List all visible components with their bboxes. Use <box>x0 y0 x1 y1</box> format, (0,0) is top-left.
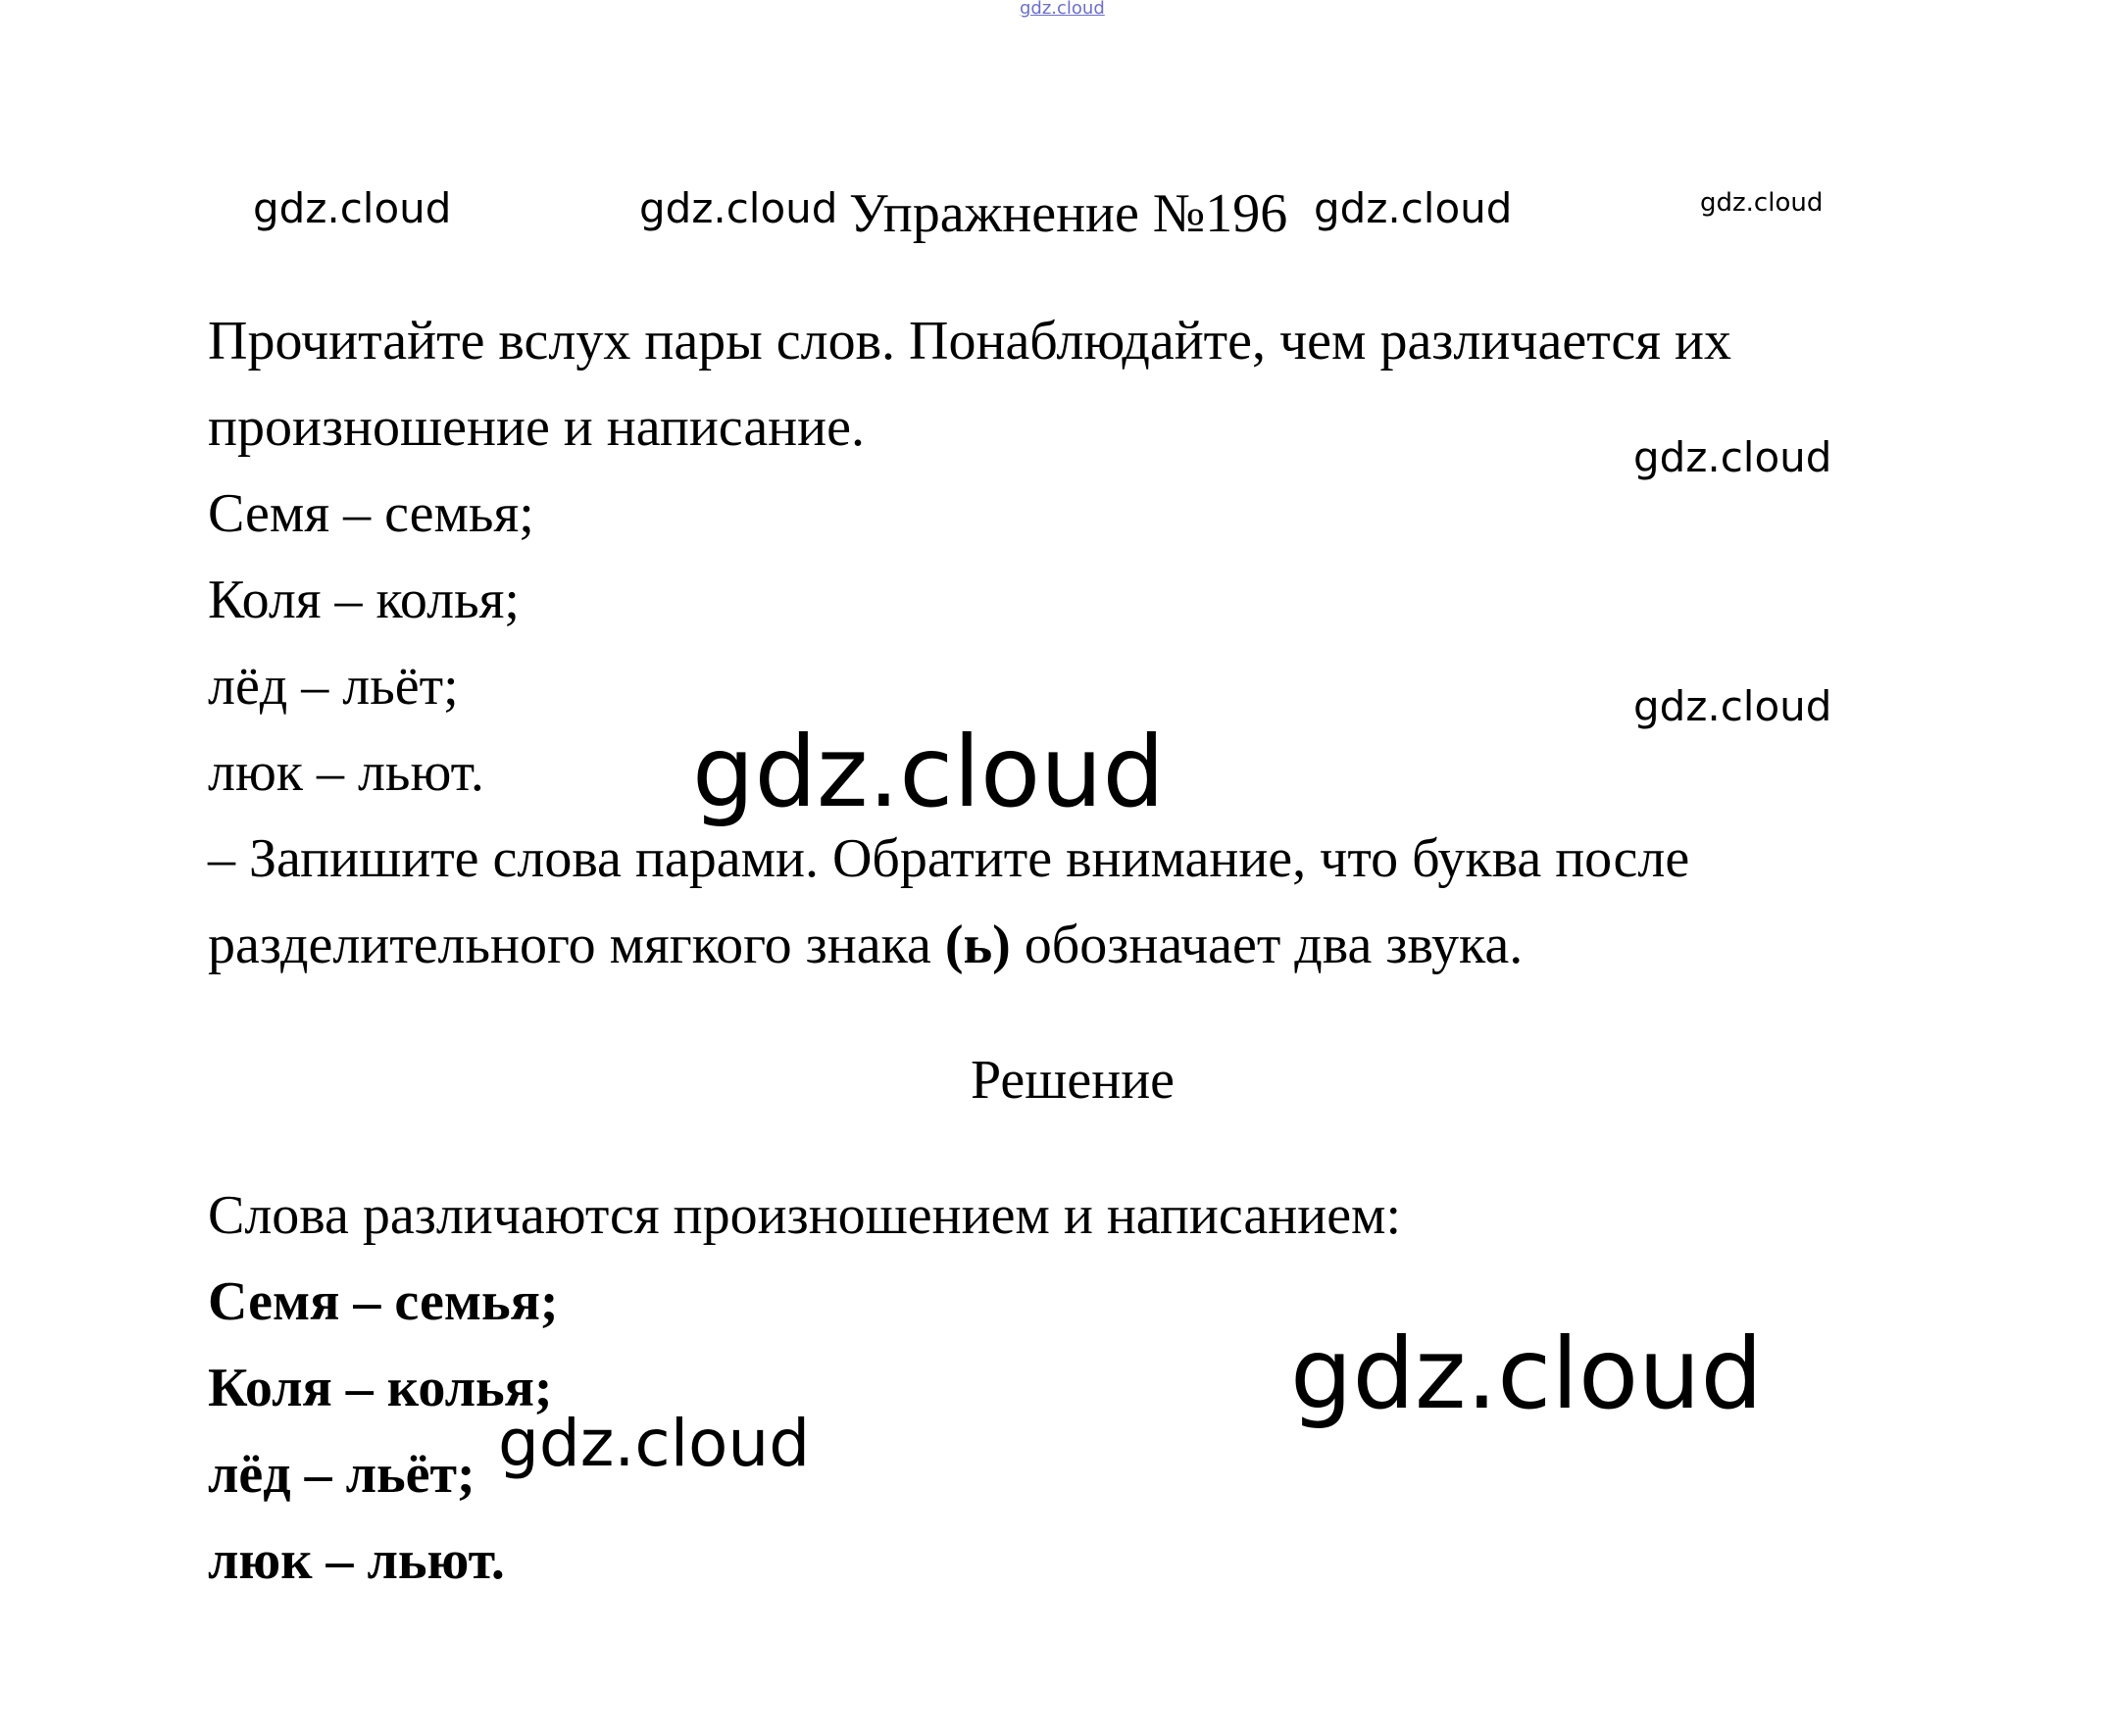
task-text-line-2: произношение и написание. <box>208 397 865 458</box>
watermark: gdz.cloud <box>498 1406 811 1481</box>
solution-pair: Коля – колья; <box>208 1358 553 1418</box>
watermark: gdz.cloud <box>1700 188 1824 218</box>
instruction-line-2 <box>208 915 1524 975</box>
instruction-text: разделительного мягкого знака <box>208 915 945 975</box>
solution-pair: лёд – льёт; <box>208 1444 475 1505</box>
solution-pair: Семя – семья; <box>208 1271 559 1332</box>
instruction-line-1: – Запишите слова парами. Обратите внимание, что буква после <box>208 828 1690 889</box>
word-pair: люк – льют. <box>208 742 484 803</box>
watermark: gdz.cloud <box>692 715 1166 829</box>
page-title: Упражнение №196 <box>849 183 1288 244</box>
watermark: gdz.cloud <box>1290 1316 1764 1431</box>
solution-pair: люк – льют. <box>208 1530 505 1591</box>
word-pair: Коля – колья; <box>208 570 520 630</box>
watermark: gdz.cloud <box>1314 184 1513 232</box>
watermark: gdz.cloud <box>1633 433 1832 481</box>
solution-heading: Решение <box>971 1050 1176 1111</box>
soft-sign-highlight: (ь) <box>944 915 1011 975</box>
word-pair: лёд – льёт; <box>208 656 459 717</box>
solution-intro: Слова различаются произношением и написанием: <box>208 1185 1402 1246</box>
instruction-text: обозначает два звука. <box>1010 915 1524 975</box>
watermark: gdz.cloud <box>639 184 838 232</box>
watermark: gdz.cloud <box>1633 682 1832 730</box>
watermark: gdz.cloud <box>253 184 452 232</box>
watermark-top[interactable]: gdz.cloud <box>1020 0 1105 19</box>
word-pair: Семя – семья; <box>208 483 534 544</box>
task-text-line-1: Прочитайте вслух пары слов. Понаблюдайте, чем различается их <box>208 311 1731 372</box>
